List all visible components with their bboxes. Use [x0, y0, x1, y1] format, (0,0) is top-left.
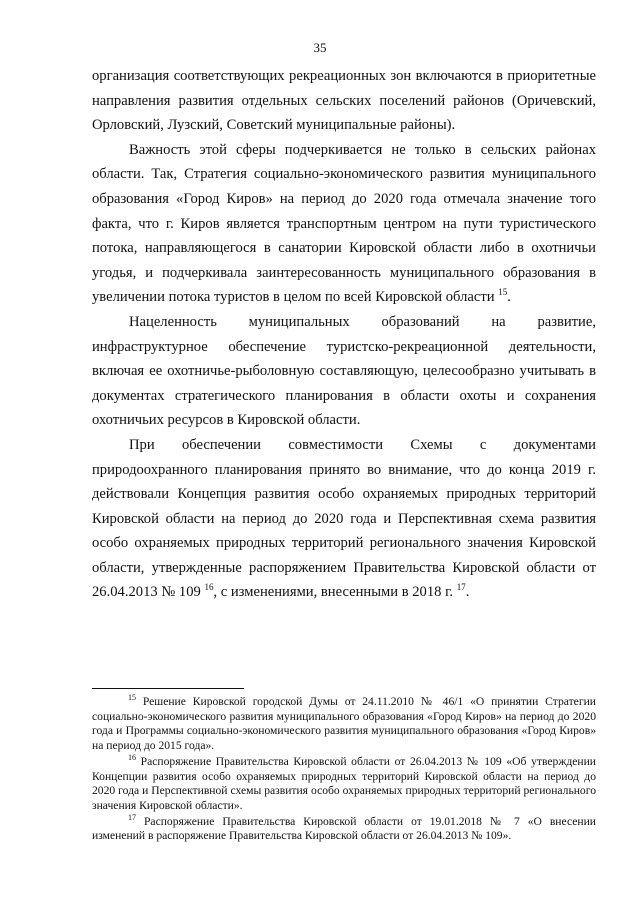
footnotes: [92, 695, 596, 845]
paragraph-mid: , с изменениями, внесенными в 2018 г.: [213, 584, 454, 601]
paragraph-1: [92, 64, 596, 138]
footnote-number: 17: [128, 812, 136, 822]
page-number: 35: [313, 40, 327, 55]
footnote-16: [92, 752, 596, 814]
footnote-number: 15: [128, 693, 136, 703]
body-text: [92, 64, 596, 605]
footnote-number: 16: [128, 752, 136, 762]
paragraph-text: При обеспечении совместимости Схемы с документами природоохранного планирования принято во внимание, что до конца 2019 г. действовали Концепция развития особо охраняемых природных территорий Кировской области на период до 2020 года и Перспективная схема развития особо охраняемых природных территорий регионального значения Кировской области, утвержденные распоряжением Правительства Кировской области от 26.04.2013 № 109: [92, 436, 596, 601]
footnote-ref-17[interactable]: 17: [456, 582, 466, 593]
footnote-15: [92, 695, 596, 754]
footnote-ref-15[interactable]: 15: [498, 287, 508, 298]
paragraph-4: [92, 433, 596, 605]
paragraph-text: Важность этой сферы подчеркивается не только в сельских районах области. Так, Стратегия социально-экономического развития муниципального образования «Город Киров» на период до 2020 года отмечала значение того факта, что г. Киров является транспортным центром на пути туристического потока, направляющегося в санатории Кировской области либо в охотничьи угодья, и подчеркивала заинтересованность муниципального образования в увеличении потока туристов в целом по всей Кировской области: [92, 141, 596, 306]
footnote-text: Решение Кировской городской Думы от 24.11.2010 № 46/1 «О принятии Стратегии социально-экономического развития муниципального образования «Город Киров» на период до 2020 года и Программы социально-экономического развития муниципального образования «Город Киров» на период до 2015 года».: [92, 695, 596, 753]
paragraph-text: организация соответствующих рекреационных зон включаются в приоритетные направления развития отдельных сельских поселений районов (Оричевский, Орловский, Лузский, Советский муниципальные районы).: [92, 68, 596, 134]
footnote-ref-16[interactable]: 16: [204, 582, 214, 593]
footnote-separator: [92, 688, 244, 689]
paragraph-tail: .: [465, 584, 470, 601]
paragraph-3: [92, 310, 596, 433]
footnote-17: [92, 812, 596, 844]
paragraph-tail: .: [507, 289, 511, 306]
paragraph-2: [92, 138, 596, 310]
footnote-text: Распоряжение Правительства Кировской области от 26.04.2013 № 109 «Об утверждении Концепции развития особо охраняемых природных территорий Кировской области на период до 2020 года и Перспективной схемы развития особо охраняемых природных территорий регионального значения Кировской области».: [92, 754, 596, 812]
footnote-text: Распоряжение Правительства Кировской области от 19.01.2018 № 7 «О внесении изменений в распоряжение Правительства Кировской области от 26.04.2013 № 109».: [92, 814, 596, 843]
paragraph-text: Нацеленность муниципальных образований на развитие, инфраструктурное обеспечение туристско-рекреационной деятельности, включая ее охотничье-рыболовную составляющую, целесообразно учитывать в документах стратегического планирования в области охоты и сохранения охотничьих ресурсов в Кировской области.: [92, 313, 596, 429]
